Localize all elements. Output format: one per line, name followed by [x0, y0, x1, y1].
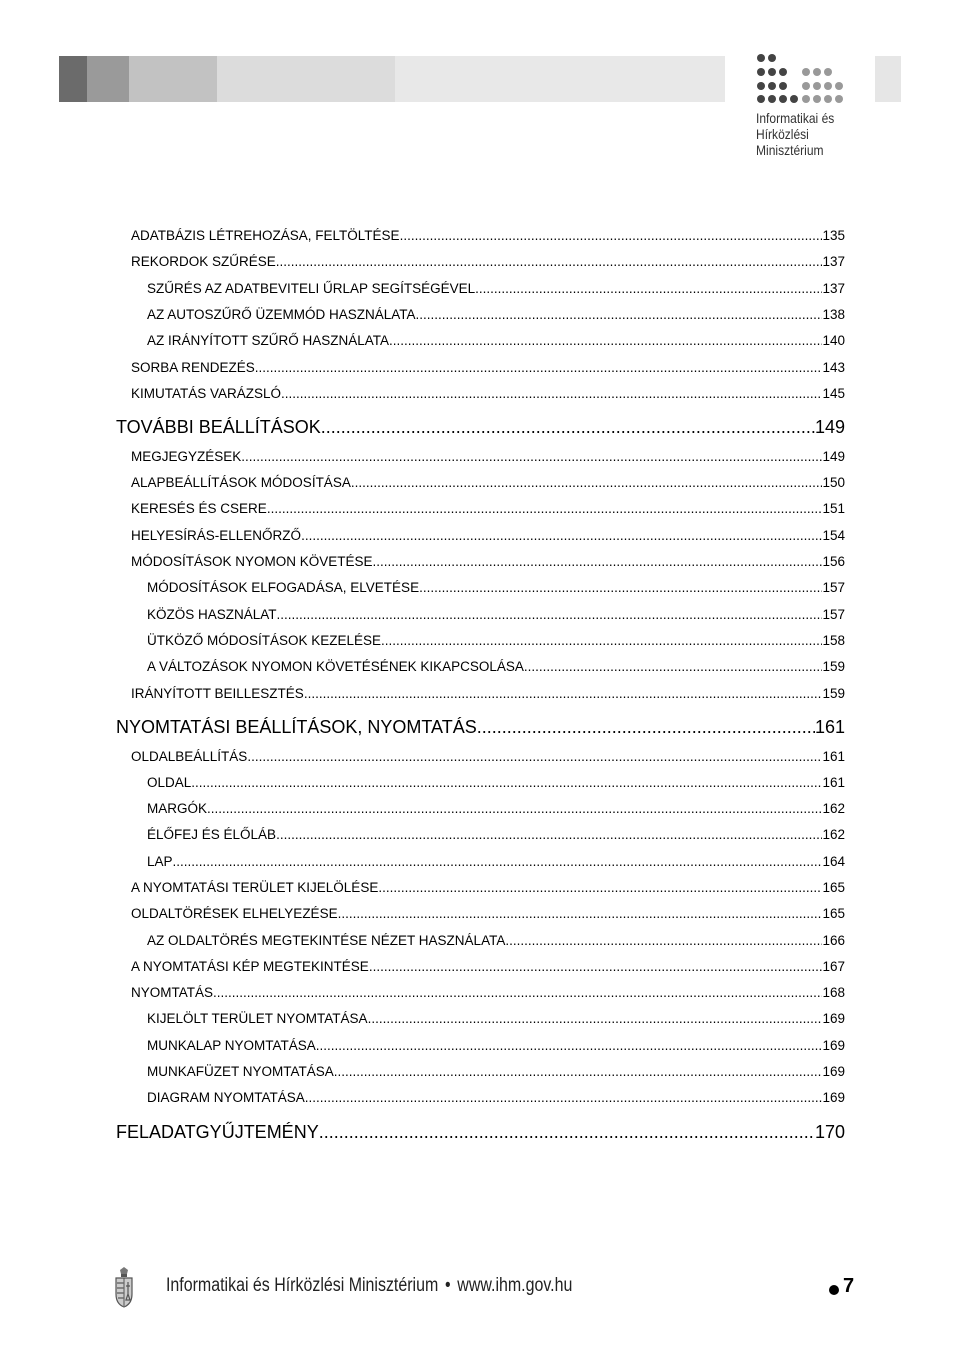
toc-entry-title: AZ OLDALTÖRÉS MEGTEKINTÉSE NÉZET HASZNÁLATA [147, 933, 506, 948]
footer-website: www.ihm.gov.hu [457, 1275, 573, 1296]
toc-dot-leader [255, 360, 823, 375]
toc-entry-page: 157 [822, 580, 845, 595]
toc-entry-page: 161 [822, 775, 845, 790]
page-number: 7 [843, 1275, 855, 1297]
toc-dot-leader [281, 386, 822, 401]
toc-entry-page: 159 [822, 686, 845, 701]
toc-entry[interactable] [147, 1038, 845, 1056]
toc-dot-leader [505, 933, 822, 948]
toc-entry-title: A NYOMTATÁSI KÉP MEGTEKINTÉSE [131, 959, 369, 974]
toc-entry-title: TOVÁBBI BEÁLLÍTÁSOK [116, 417, 321, 437]
toc-entry-title: A NYOMTATÁSI TERÜLET KIJELÖLÉSE [131, 880, 379, 895]
toc-entry-page: 150 [822, 475, 845, 490]
toc-entry-title: A VÁLTOZÁSOK NYOMON KÖVETÉSÉNEK KIKAPCSOLÁSA [147, 659, 524, 674]
toc-entry[interactable] [131, 501, 845, 519]
toc-entry[interactable] [131, 906, 845, 924]
toc-entry-title: MUNKAFÜZET NYOMTATÁSA [147, 1064, 334, 1079]
toc-entry[interactable] [147, 1064, 845, 1082]
toc-entry[interactable] [131, 228, 845, 246]
toc-entry[interactable] [131, 360, 845, 378]
toc-entry-title: KIMUTATÁS VARÁZSLÓ [131, 386, 282, 401]
toc-entry-page: 166 [822, 933, 845, 948]
toc-entry[interactable] [147, 333, 845, 351]
toc-entry-page: 169 [822, 1038, 845, 1053]
toc-dot-leader [213, 985, 822, 1000]
toc-dot-leader [207, 801, 822, 816]
header-band-segment [59, 56, 87, 102]
footer-bullet: • [444, 1275, 451, 1296]
coat-of-arms-icon [112, 1266, 136, 1308]
logo-line: Minisztérium [756, 142, 824, 158]
toc-entry-title: FELADATGYŰJTEMÉNY [116, 1122, 319, 1142]
toc-entry-title: ADATBÁZIS LÉTREHOZÁSA, FELTÖLTÉSE [131, 228, 400, 243]
toc-entry[interactable] [147, 281, 845, 299]
toc-entry-page: 156 [822, 554, 845, 569]
toc-entry-page: 169 [822, 1064, 845, 1079]
toc-entry[interactable] [131, 985, 845, 1003]
toc-dot-leader [191, 775, 822, 790]
header-band-segment [87, 56, 129, 102]
toc-entry[interactable] [147, 801, 845, 819]
toc-dot-leader [369, 959, 823, 974]
toc-entry-title: MUNKALAP NYOMTATÁSA [147, 1038, 316, 1053]
toc-entry[interactable] [147, 827, 845, 845]
toc-entry-page: 154 [822, 528, 845, 543]
toc-entry-page: 140 [822, 333, 845, 348]
toc-entry[interactable] [131, 554, 845, 572]
toc-dot-leader [173, 854, 823, 869]
toc-dot-leader [378, 880, 822, 895]
toc-dot-leader [373, 554, 823, 569]
footer-text [166, 1275, 572, 1297]
toc-entry[interactable] [147, 659, 845, 677]
header-band-segment [217, 56, 395, 102]
toc-dot-leader [416, 307, 823, 322]
toc-entry-title: MÓDOSÍTÁSOK NYOMON KÖVETÉSE [131, 554, 373, 569]
toc-entry-page: 162 [822, 801, 845, 816]
toc-entry[interactable] [131, 880, 845, 898]
logo-line: Hírközlési [756, 126, 809, 142]
header-band-segment [395, 56, 725, 102]
toc-entry[interactable] [131, 386, 845, 404]
toc-dot-leader [316, 1038, 823, 1053]
header-band-segment [875, 56, 901, 102]
toc-entry-page: 162 [822, 827, 845, 842]
toc-dot-leader [524, 659, 823, 674]
toc-entry-page: 161 [822, 749, 845, 764]
toc-entry[interactable] [147, 1090, 845, 1108]
toc-entry-page: 165 [822, 880, 845, 895]
toc-entry-title: MÓDOSÍTÁSOK ELFOGADÁSA, ELVETÉSE [147, 580, 420, 595]
toc-entry-title: KIJELÖLT TERÜLET NYOMTATÁSA [147, 1011, 368, 1026]
toc-entry[interactable] [147, 607, 845, 625]
toc-entry-page: 137 [822, 281, 845, 296]
toc-entry[interactable] [131, 528, 845, 546]
ministry-logo-dots-icon [756, 53, 856, 105]
footer-ministry: Informatikai és Hírközlési Minisztérium [166, 1275, 439, 1296]
toc-dot-leader [381, 633, 822, 648]
toc-entry-page: 169 [822, 1090, 845, 1105]
toc-entry-page: 135 [822, 228, 845, 243]
toc-entry-page: 145 [822, 386, 845, 401]
header-band-segment [129, 56, 217, 102]
toc-entry-title: IRÁNYÍTOTT BEILLESZTÉS [131, 686, 304, 701]
toc-dot-leader [267, 501, 823, 516]
toc-entry-title: SORBA RENDEZÉS [131, 360, 255, 375]
toc-entry-title: SZŰRÉS AZ ADATBEVITELI ŰRLAP SEGÍTSÉGÉVEL [147, 281, 476, 296]
toc-entry-page: 149 [814, 417, 845, 437]
toc-entry-title: ÉLŐFEJ ÉS ÉLŐLÁB [147, 827, 277, 842]
toc-entry-title: OLDALBEÁLLÍTÁS [131, 749, 248, 764]
toc-entry-title: ALAPBEÁLLÍTÁSOK MÓDOSÍTÁSA [131, 475, 351, 490]
toc-dot-leader [276, 254, 823, 269]
toc-dot-leader [338, 906, 823, 921]
toc-dot-leader [389, 333, 822, 348]
toc-entry-title: DIAGRAM NYOMTATÁSA [147, 1090, 305, 1105]
toc-entry[interactable] [147, 633, 845, 651]
toc-entry-page: 164 [822, 854, 845, 869]
toc-entry-title: AZ AUTOSZŰRŐ ÜZEMMÓD HASZNÁLATA [147, 307, 416, 322]
ministry-logo-text [756, 110, 876, 158]
toc-entry[interactable] [131, 475, 845, 493]
toc-entry[interactable] [131, 749, 845, 767]
toc-entry-title: LAP [147, 854, 173, 869]
toc-entry[interactable] [131, 254, 845, 272]
toc-dot-leader [301, 528, 822, 543]
toc-entry-page: 168 [822, 985, 845, 1000]
toc-dot-leader [277, 607, 823, 622]
toc-entry[interactable] [116, 417, 845, 441]
toc-entry-title: ÜTKÖZŐ MÓDOSÍTÁSOK KEZELÉSE [147, 633, 382, 648]
toc-dot-leader [304, 686, 823, 701]
toc-entry-page: 138 [822, 307, 845, 322]
toc-entry-page: 143 [822, 360, 845, 375]
toc-dot-leader [351, 475, 823, 490]
toc-entry-page: 167 [822, 959, 845, 974]
toc-entry[interactable] [147, 580, 845, 598]
toc-entry-title: MARGÓK [147, 801, 208, 816]
toc-entry[interactable] [147, 854, 845, 872]
toc-entry-title: KERESÉS ÉS CSERE [131, 501, 267, 516]
toc-dot-leader [319, 1122, 815, 1143]
toc-entry-page: 161 [814, 717, 845, 737]
toc-entry[interactable] [116, 717, 845, 741]
toc-entry[interactable] [131, 959, 845, 977]
toc-dot-leader [305, 1090, 823, 1105]
toc-dot-leader [475, 281, 822, 296]
toc-dot-leader [247, 749, 822, 764]
toc-dot-leader [368, 1011, 823, 1026]
toc-entry-title: NYOMTATÁS [131, 985, 214, 1000]
toc-entry[interactable] [131, 449, 845, 467]
toc-entry[interactable] [147, 1011, 845, 1029]
toc-entry[interactable] [131, 686, 845, 704]
toc-entry-title: OLDAL [147, 775, 192, 790]
toc-entry-page: 157 [822, 607, 845, 622]
toc-entry-page: 149 [822, 449, 845, 464]
toc-entry-title: NYOMTATÁSI BEÁLLÍTÁSOK, NYOMTATÁS [116, 717, 477, 737]
toc-entry[interactable] [147, 307, 845, 325]
toc-dot-leader [241, 449, 822, 464]
logo-line: Informatikai és [756, 110, 835, 126]
toc-entry-page: 151 [822, 501, 845, 516]
toc-dot-leader [276, 827, 822, 842]
toc-entry[interactable] [147, 775, 845, 793]
toc-entry-title: AZ IRÁNYÍTOTT SZŰRŐ HASZNÁLATA [147, 333, 390, 348]
toc-entry-title: KÖZÖS HASZNÁLAT [147, 607, 277, 622]
toc-dot-leader [321, 417, 815, 438]
toc-entry-title: REKORDOK SZŰRÉSE [131, 254, 276, 269]
toc-entry-title: HELYESÍRÁS-ELLENŐRZŐ [131, 528, 302, 543]
toc-entry-page: 170 [814, 1122, 845, 1142]
toc-entry[interactable] [116, 1122, 845, 1146]
toc-dot-leader [334, 1064, 823, 1079]
toc-dot-leader [477, 717, 815, 738]
toc-entry[interactable] [147, 933, 845, 951]
page-number-dot-icon [829, 1285, 839, 1295]
toc-entry-page: 158 [822, 633, 845, 648]
toc-entry-page: 165 [822, 906, 845, 921]
toc-entry-page: 159 [822, 659, 845, 674]
toc-entry-page: 169 [822, 1011, 845, 1026]
toc-entry-page: 137 [822, 254, 845, 269]
toc-dot-leader [400, 228, 823, 243]
toc-dot-leader [419, 580, 822, 595]
toc-entry-title: MEGJEGYZÉSEK [131, 449, 242, 464]
toc-entry-title: OLDALTÖRÉSEK ELHELYEZÉSE [131, 906, 338, 921]
